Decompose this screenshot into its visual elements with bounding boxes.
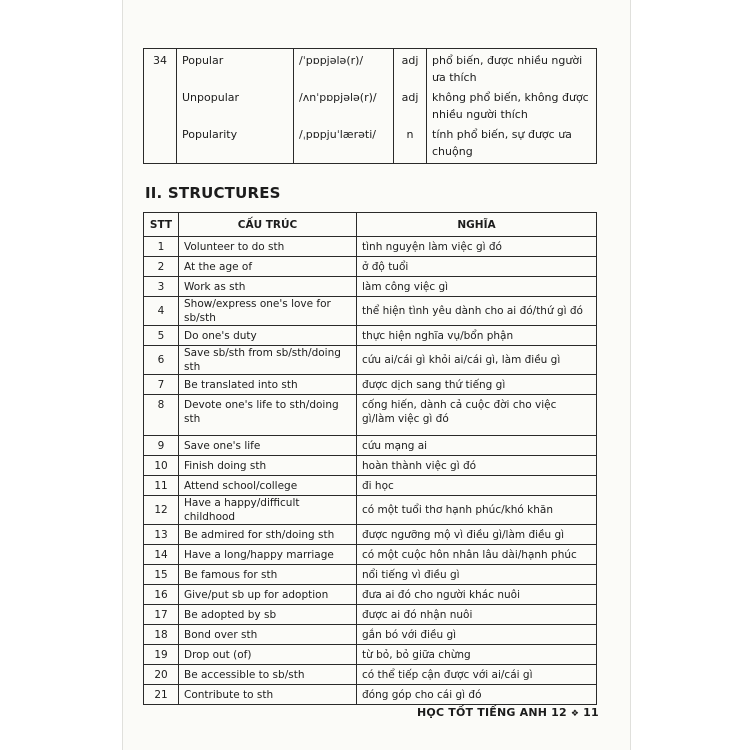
section-title: II. STRUCTURES bbox=[145, 184, 281, 202]
row-meaning: được ai đó nhận nuôi bbox=[357, 605, 597, 625]
row-meaning: làm công việc gì bbox=[357, 277, 597, 297]
row-structure: Volunteer to do sth bbox=[179, 237, 357, 257]
row-meaning: có một tuổi thơ hạnh phúc/khó khăn bbox=[357, 496, 597, 525]
row-meaning: gắn bó với điều gì bbox=[357, 625, 597, 645]
row-meaning: được ngưỡng mộ vì điều gì/làm điều gì bbox=[357, 525, 597, 545]
row-stt: 7 bbox=[144, 375, 179, 395]
header-structure: CẤU TRÚC bbox=[179, 213, 357, 237]
row-meaning: ở độ tuổi bbox=[357, 257, 597, 277]
structures-body bbox=[144, 237, 597, 705]
row-meaning: từ bỏ, bỏ giữa chừng bbox=[357, 645, 597, 665]
table-row bbox=[144, 496, 597, 525]
row-meaning: thể hiện tình yêu dành cho ai đó/thứ gì đó bbox=[357, 297, 597, 326]
row-structure: Show/express one's love for sb/sth bbox=[179, 297, 357, 326]
vocab-number: 34 bbox=[144, 49, 177, 164]
table-row bbox=[144, 645, 597, 665]
row-meaning: hoàn thành việc gì đó bbox=[357, 456, 597, 476]
book-title: HỌC TỐT TIẾNG ANH 12 bbox=[417, 706, 567, 719]
row-structure: Be famous for sth bbox=[179, 565, 357, 585]
row-structure: Contribute to sth bbox=[179, 685, 357, 705]
row-stt: 2 bbox=[144, 257, 179, 277]
row-stt: 14 bbox=[144, 545, 179, 565]
row-structure: Work as sth bbox=[179, 277, 357, 297]
table-row bbox=[144, 436, 597, 456]
row-meaning: đi học bbox=[357, 476, 597, 496]
table-row bbox=[144, 545, 597, 565]
row-stt: 1 bbox=[144, 237, 179, 257]
row-stt: 5 bbox=[144, 326, 179, 346]
table-row bbox=[144, 525, 597, 545]
row-meaning: thực hiện nghĩa vụ/bổn phận bbox=[357, 326, 597, 346]
table-row bbox=[144, 346, 597, 375]
row-stt: 9 bbox=[144, 436, 179, 456]
table-row bbox=[144, 277, 597, 297]
row-stt: 20 bbox=[144, 665, 179, 685]
vocab-pos-item: adj bbox=[401, 54, 419, 67]
page-left-edge bbox=[122, 0, 123, 750]
row-stt: 3 bbox=[144, 277, 179, 297]
table-row bbox=[144, 257, 597, 277]
row-stt: 10 bbox=[144, 456, 179, 476]
row-meaning: có thể tiếp cận được với ai/cái gì bbox=[357, 665, 597, 685]
diamond-ornament-icon: ❖ bbox=[570, 709, 580, 719]
row-stt: 8 bbox=[144, 395, 179, 436]
row-structure: Finish doing sth bbox=[179, 456, 357, 476]
row-stt: 15 bbox=[144, 565, 179, 585]
vocab-ipa bbox=[294, 49, 394, 164]
structures-table bbox=[143, 212, 597, 705]
vocab-ipa-item: /ˈpɒpjələ(r)/ bbox=[299, 54, 364, 67]
vocab-pos bbox=[394, 49, 427, 164]
table-row bbox=[144, 625, 597, 645]
row-meaning: đưa ai đó cho người khác nuôi bbox=[357, 585, 597, 605]
table-row bbox=[144, 665, 597, 685]
vocab-word: Popularity bbox=[182, 128, 238, 141]
row-structure: Be translated into sth bbox=[179, 375, 357, 395]
row-stt: 6 bbox=[144, 346, 179, 375]
table-row bbox=[144, 456, 597, 476]
row-stt: 13 bbox=[144, 525, 179, 545]
table-row bbox=[144, 476, 597, 496]
row-stt: 19 bbox=[144, 645, 179, 665]
row-structure: Be accessible to sb/sth bbox=[179, 665, 357, 685]
vocab-pos-item: n bbox=[406, 128, 414, 141]
table-row bbox=[144, 297, 597, 326]
row-stt: 18 bbox=[144, 625, 179, 645]
row-structure: Devote one's life to sth/doing sth bbox=[179, 395, 357, 436]
structures-header-row bbox=[144, 213, 597, 237]
table-row bbox=[144, 685, 597, 705]
row-structure: Be adopted by sb bbox=[179, 605, 357, 625]
table-row bbox=[144, 395, 597, 436]
vocab-word: Unpopular bbox=[182, 91, 240, 104]
row-structure: Attend school/college bbox=[179, 476, 357, 496]
row-structure: Have a long/happy marriage bbox=[179, 545, 357, 565]
vocab-ipa-item: /ʌnˈpɒpjələ(r)/ bbox=[299, 91, 377, 104]
page-footer bbox=[417, 706, 599, 719]
vocab-pos-item: adj bbox=[401, 91, 419, 104]
row-structure: Have a happy/difficult childhood bbox=[179, 496, 357, 525]
vocab-row bbox=[144, 49, 597, 164]
row-meaning: nổi tiếng vì điều gì bbox=[357, 565, 597, 585]
table-row bbox=[144, 326, 597, 346]
row-structure: Save one's life bbox=[179, 436, 357, 456]
page-number: 11 bbox=[583, 706, 599, 719]
vocab-ipa-item: /ˌpɒpjuˈlærəti/ bbox=[299, 128, 376, 141]
row-structure: Save sb/sth from sb/sth/doing sth bbox=[179, 346, 357, 375]
vocab-meaning: tính phổ biến, sự được ưa chuộng bbox=[432, 128, 572, 158]
header-stt: STT bbox=[144, 213, 179, 237]
row-structure: Drop out (of) bbox=[179, 645, 357, 665]
vocab-meanings bbox=[427, 49, 597, 164]
row-meaning: được dịch sang thứ tiếng gì bbox=[357, 375, 597, 395]
row-structure: At the age of bbox=[179, 257, 357, 277]
row-stt: 11 bbox=[144, 476, 179, 496]
page-right-edge bbox=[630, 0, 631, 750]
vocab-meaning: phổ biến, được nhiều người ưa thích bbox=[432, 54, 583, 84]
row-structure: Do one's duty bbox=[179, 326, 357, 346]
row-stt: 12 bbox=[144, 496, 179, 525]
row-meaning: cứu ai/cái gì khỏi ai/cái gì, làm điều gì bbox=[357, 346, 597, 375]
table-row bbox=[144, 237, 597, 257]
row-structure: Give/put sb up for adoption bbox=[179, 585, 357, 605]
table-row bbox=[144, 565, 597, 585]
row-meaning: cống hiến, dành cả cuộc đời cho việc gì/làm việc gì đó bbox=[357, 395, 597, 436]
vocab-meaning: không phổ biến, không được nhiều người thích bbox=[432, 91, 589, 121]
row-stt: 16 bbox=[144, 585, 179, 605]
row-meaning: đóng góp cho cái gì đó bbox=[357, 685, 597, 705]
row-structure: Be admired for sth/doing sth bbox=[179, 525, 357, 545]
table-row bbox=[144, 375, 597, 395]
row-stt: 4 bbox=[144, 297, 179, 326]
header-meaning: NGHĨA bbox=[357, 213, 597, 237]
vocabulary-table bbox=[143, 48, 597, 164]
table-row bbox=[144, 585, 597, 605]
row-meaning: cứu mạng ai bbox=[357, 436, 597, 456]
row-stt: 21 bbox=[144, 685, 179, 705]
row-stt: 17 bbox=[144, 605, 179, 625]
vocab-words bbox=[177, 49, 294, 164]
table-row bbox=[144, 605, 597, 625]
row-meaning: tình nguyện làm việc gì đó bbox=[357, 237, 597, 257]
row-structure: Bond over sth bbox=[179, 625, 357, 645]
row-meaning: có một cuộc hôn nhân lâu dài/hạnh phúc bbox=[357, 545, 597, 565]
vocab-word: Popular bbox=[182, 54, 224, 67]
